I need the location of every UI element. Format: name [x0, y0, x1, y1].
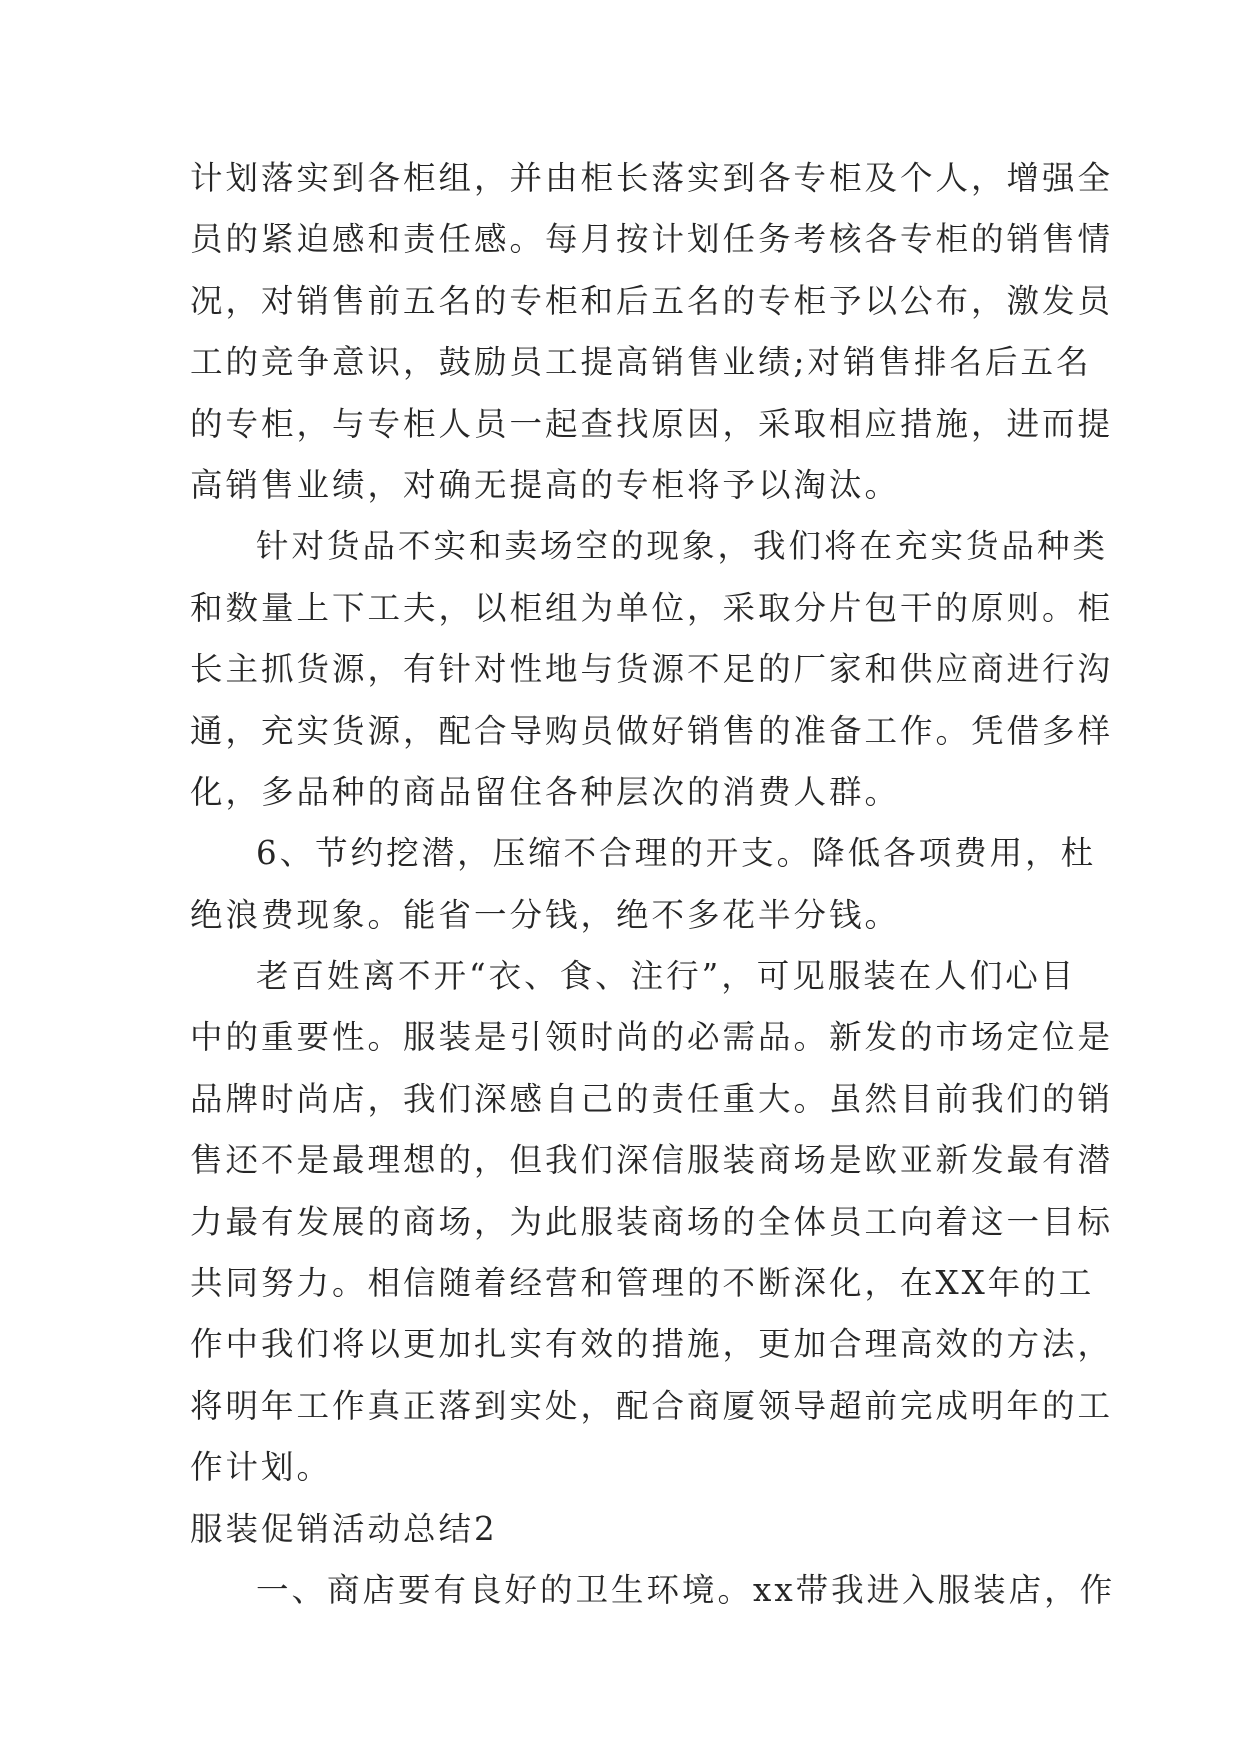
text-line: 化，多品种的商品留住各种层次的消费人群。: [190, 772, 901, 811]
text-line: 计划落实到各柜组，并由柜长落实到各专柜及个人，增强全: [190, 159, 1114, 197]
paragraph-start-line: 针对货品不实和卖场空的现象，我们将在充实货品种类: [256, 527, 1109, 566]
text-line: 况，对销售前五名的专柜和后五名的专柜予以公布，激发员: [190, 281, 1114, 320]
text-line: 品牌时尚店，我们深感自己的责任重大。虽然目前我们的销: [190, 1079, 1114, 1118]
text-line: 作计划。: [190, 1448, 333, 1487]
text-line: 共同努力。相信随着经营和管理的不断深化，在XX年的工: [190, 1264, 1095, 1303]
text-line: 的专柜，与专柜人员一起查找原因，采取相应措施，进而提: [190, 404, 1114, 443]
text-line: 高销售业绩，对确无提高的专柜将予以淘汰。: [190, 465, 901, 504]
document-body: [190, 148, 1116, 1621]
text-line: 通，充实货源，配合导购员做好销售的准备工作。凭借多样: [190, 711, 1114, 750]
text-line: 中的重要性。服装是引领时尚的必需品。新发的市场定位是: [190, 1018, 1114, 1057]
section-heading: 服装促销活动总结2: [190, 1509, 498, 1548]
text-line: 作中我们将以更加扎实有效的措施，更加合理高效的方法，: [190, 1325, 1114, 1364]
paragraph-start-line: 6、节约挖潜，压缩不合理的开支。降低各项费用，杜: [256, 834, 1097, 873]
text-line: 和数量上下工夫，以柜组为单位，采取分片包干的原则。柜: [190, 588, 1114, 627]
text-line: 售还不是最理想的，但我们深信服装商场是欧亚新发最有潜: [190, 1141, 1114, 1180]
paragraph-start-line: 一、商店要有良好的卫生环境。xx带我进入服装店，作: [256, 1570, 1116, 1609]
paragraph-start-line: 老百姓离不开“衣、食、注行”，可见服装在人们心目: [256, 957, 1077, 996]
text-line: 员的紧迫感和责任感。每月按计划任务考核各专柜的销售情: [190, 220, 1114, 259]
text-line: 长主抓货源，有针对性地与货源不足的厂家和供应商进行沟: [190, 650, 1114, 689]
text-line: 将明年工作真正落到实处，配合商厦领导超前完成明年的工: [190, 1386, 1114, 1425]
text-line: 力最有发展的商场，为此服装商场的全体员工向着这一目标: [190, 1202, 1114, 1241]
text-line: 绝浪费现象。能省一分钱，绝不多花半分钱。: [190, 895, 901, 934]
text-line: 工的竞争意识，鼓励员工提高销售业绩;对销售排名后五名: [190, 343, 1092, 382]
